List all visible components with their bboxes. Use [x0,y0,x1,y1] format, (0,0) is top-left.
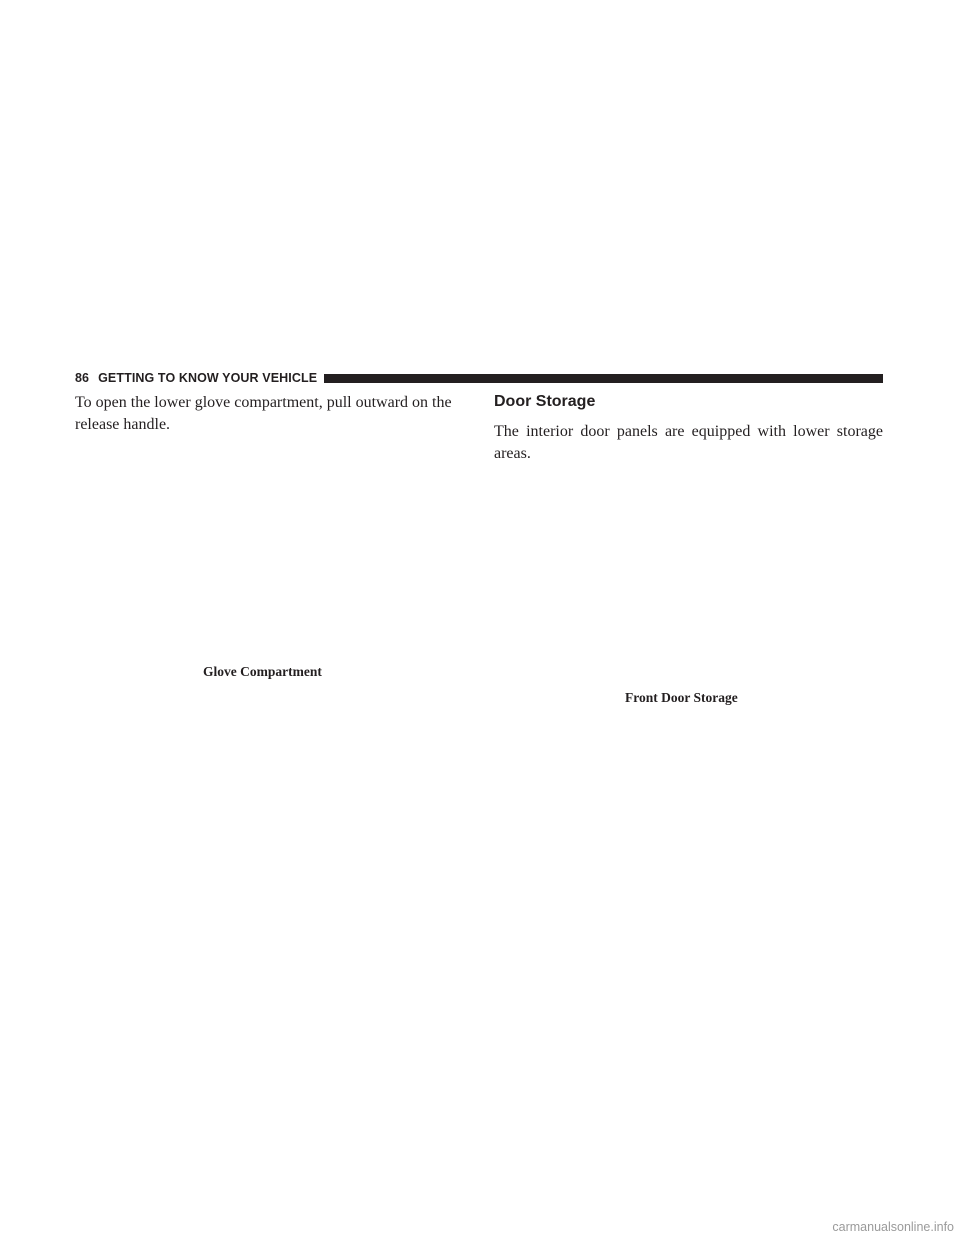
page-number: 86 [75,371,90,385]
glove-compartment-caption: Glove Compartment [203,664,322,679]
section-title: GETTING TO KNOW YOUR VEHICLE [98,371,318,385]
door-storage-paragraph: The interior door panels are equipped with lower storage areas. [494,423,883,462]
door-storage-heading: Door Storage [494,393,596,410]
glove-compartment-paragraph: To open the lower glove compartment, pull outward on the release handle. [75,394,452,433]
front-door-storage-caption: Front Door Storage [625,690,738,705]
footer-watermark: carmanualsonline.info [832,1220,954,1234]
left-column [75,392,464,436]
right-column [494,392,883,465]
page-header [75,369,883,387]
header-rule [324,374,883,383]
